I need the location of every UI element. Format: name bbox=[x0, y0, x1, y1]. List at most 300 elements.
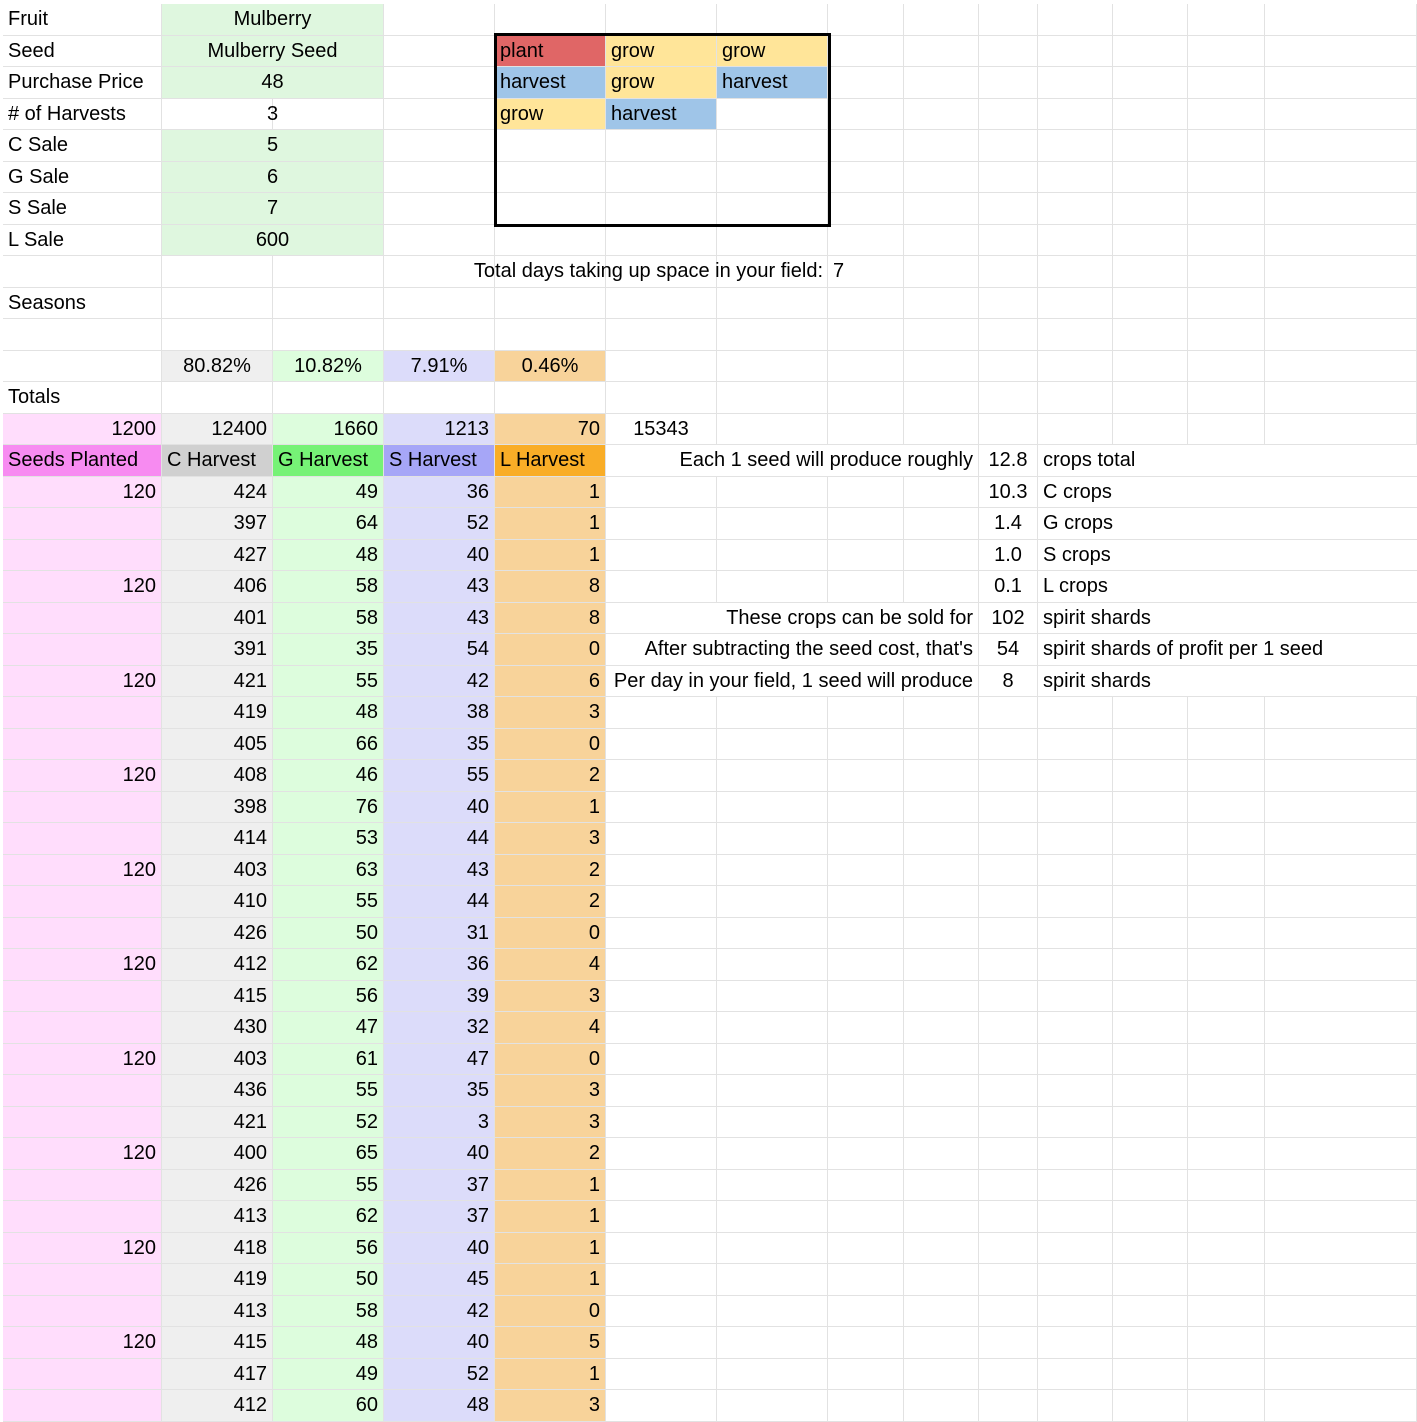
empty-cell[interactable] bbox=[1265, 855, 1417, 886]
empty-cell[interactable] bbox=[1188, 1359, 1265, 1390]
table-cell[interactable]: 0 bbox=[495, 1296, 606, 1327]
empty-cell[interactable] bbox=[1265, 823, 1417, 855]
schedule-empty[interactable] bbox=[495, 162, 606, 193]
schedule-plant[interactable]: plant bbox=[495, 36, 606, 67]
empty-cell[interactable] bbox=[1265, 256, 1417, 288]
empty-cell[interactable] bbox=[828, 949, 904, 981]
empty-cell[interactable] bbox=[828, 1044, 904, 1075]
empty-cell[interactable] bbox=[717, 886, 828, 918]
empty-cell[interactable] bbox=[979, 193, 1038, 225]
table-cell[interactable]: 3 bbox=[495, 697, 606, 729]
empty-cell[interactable] bbox=[979, 1012, 1038, 1044]
empty-cell[interactable] bbox=[606, 1075, 717, 1107]
empty-cell[interactable] bbox=[717, 351, 828, 382]
table-cell[interactable]: 2 bbox=[495, 886, 606, 918]
schedule-empty[interactable] bbox=[495, 193, 606, 225]
empty-cell[interactable] bbox=[1265, 67, 1417, 99]
table-cell[interactable]: 48 bbox=[384, 1390, 495, 1422]
info-value[interactable]: 5 bbox=[162, 130, 384, 162]
empty-cell[interactable] bbox=[904, 1390, 979, 1422]
table-cell[interactable]: 2 bbox=[495, 760, 606, 792]
empty-cell[interactable] bbox=[606, 477, 717, 508]
empty-cell[interactable] bbox=[904, 382, 979, 414]
empty-cell[interactable] bbox=[717, 225, 828, 256]
empty-cell[interactable] bbox=[979, 1327, 1038, 1359]
empty-cell[interactable] bbox=[606, 288, 717, 319]
empty-cell[interactable] bbox=[828, 1075, 904, 1107]
summary-value[interactable]: 1.4 bbox=[979, 508, 1038, 540]
empty-cell[interactable] bbox=[979, 382, 1038, 414]
season-percent[interactable]: 10.82% bbox=[273, 351, 384, 382]
summary-label[interactable]: These crops can be sold for bbox=[606, 603, 979, 634]
table-cell[interactable]: 66 bbox=[273, 729, 384, 760]
table-cell[interactable]: 436 bbox=[162, 1075, 273, 1107]
table-cell[interactable]: 48 bbox=[273, 540, 384, 571]
empty-cell[interactable] bbox=[828, 382, 904, 414]
table-cell[interactable]: 120 bbox=[3, 1233, 162, 1264]
empty-cell[interactable] bbox=[1188, 36, 1265, 67]
table-cell[interactable]: 412 bbox=[162, 949, 273, 981]
table-cell[interactable]: 1 bbox=[495, 540, 606, 571]
empty-cell[interactable] bbox=[273, 319, 384, 351]
table-cell[interactable]: 48 bbox=[273, 697, 384, 729]
table-cell[interactable]: 3 bbox=[495, 823, 606, 855]
empty-cell[interactable] bbox=[717, 1012, 828, 1044]
total-days-value[interactable]: 7 bbox=[828, 256, 904, 288]
empty-cell[interactable] bbox=[1113, 1296, 1188, 1327]
empty-cell[interactable] bbox=[828, 1012, 904, 1044]
empty-cell[interactable] bbox=[384, 4, 495, 36]
empty-cell[interactable] bbox=[828, 162, 904, 193]
table-cell[interactable]: 414 bbox=[162, 823, 273, 855]
empty-cell[interactable] bbox=[904, 67, 979, 99]
empty-cell[interactable] bbox=[828, 1296, 904, 1327]
empty-cell[interactable] bbox=[979, 4, 1038, 36]
empty-cell[interactable] bbox=[1265, 1012, 1417, 1044]
empty-cell[interactable] bbox=[717, 918, 828, 949]
empty-cell[interactable] bbox=[1188, 760, 1265, 792]
empty-cell[interactable] bbox=[1265, 1264, 1417, 1296]
table-cell[interactable]: 46 bbox=[273, 760, 384, 792]
summary-value[interactable]: 1.0 bbox=[979, 540, 1038, 571]
empty-cell[interactable] bbox=[1265, 319, 1417, 351]
empty-cell[interactable] bbox=[904, 823, 979, 855]
empty-cell[interactable] bbox=[1265, 697, 1417, 729]
empty-cell[interactable] bbox=[1113, 256, 1188, 288]
empty-cell[interactable] bbox=[606, 729, 717, 760]
empty-cell[interactable] bbox=[1265, 729, 1417, 760]
table-cell[interactable] bbox=[3, 1170, 162, 1201]
empty-cell[interactable] bbox=[717, 1327, 828, 1359]
empty-cell[interactable] bbox=[904, 477, 979, 508]
empty-cell[interactable] bbox=[828, 319, 904, 351]
empty-cell[interactable] bbox=[904, 981, 979, 1012]
empty-cell[interactable] bbox=[1188, 1327, 1265, 1359]
empty-cell[interactable] bbox=[1188, 1170, 1265, 1201]
empty-cell[interactable] bbox=[828, 1233, 904, 1264]
table-cell[interactable]: 45 bbox=[384, 1264, 495, 1296]
empty-cell[interactable] bbox=[273, 382, 384, 414]
empty-cell[interactable] bbox=[979, 760, 1038, 792]
empty-cell[interactable] bbox=[1265, 36, 1417, 67]
empty-cell[interactable] bbox=[1188, 1138, 1265, 1170]
empty-cell[interactable] bbox=[828, 1359, 904, 1390]
table-cell[interactable] bbox=[3, 697, 162, 729]
table-cell[interactable]: 1 bbox=[495, 1201, 606, 1233]
empty-cell[interactable] bbox=[717, 760, 828, 792]
empty-cell[interactable] bbox=[1038, 918, 1113, 949]
table-cell[interactable]: 405 bbox=[162, 729, 273, 760]
empty-cell[interactable] bbox=[1188, 256, 1265, 288]
table-cell[interactable] bbox=[3, 823, 162, 855]
empty-cell[interactable] bbox=[904, 949, 979, 981]
empty-cell[interactable] bbox=[979, 1170, 1038, 1201]
empty-cell[interactable] bbox=[1038, 729, 1113, 760]
table-cell[interactable]: 430 bbox=[162, 1012, 273, 1044]
empty-cell[interactable] bbox=[1113, 1075, 1188, 1107]
empty-cell[interactable] bbox=[1113, 981, 1188, 1012]
table-cell[interactable]: 0 bbox=[495, 1044, 606, 1075]
table-cell[interactable]: 403 bbox=[162, 855, 273, 886]
table-cell[interactable]: 76 bbox=[273, 792, 384, 823]
empty-cell[interactable] bbox=[606, 949, 717, 981]
empty-cell[interactable] bbox=[904, 1044, 979, 1075]
empty-cell[interactable] bbox=[904, 1201, 979, 1233]
table-cell[interactable] bbox=[3, 1264, 162, 1296]
empty-cell[interactable] bbox=[979, 886, 1038, 918]
empty-cell[interactable] bbox=[1038, 949, 1113, 981]
table-cell[interactable]: 43 bbox=[384, 603, 495, 634]
empty-cell[interactable] bbox=[828, 981, 904, 1012]
empty-cell[interactable] bbox=[828, 1201, 904, 1233]
table-cell[interactable] bbox=[3, 1390, 162, 1422]
empty-cell[interactable] bbox=[384, 67, 495, 99]
column-total[interactable]: 1200 bbox=[3, 414, 162, 445]
empty-cell[interactable] bbox=[1038, 99, 1113, 130]
empty-cell[interactable] bbox=[1038, 1359, 1113, 1390]
table-cell[interactable]: 31 bbox=[384, 918, 495, 949]
empty-cell[interactable] bbox=[1188, 1107, 1265, 1138]
table-cell[interactable]: 4 bbox=[495, 1012, 606, 1044]
empty-cell[interactable] bbox=[1265, 949, 1417, 981]
table-cell[interactable]: 37 bbox=[384, 1170, 495, 1201]
empty-cell[interactable] bbox=[1188, 99, 1265, 130]
empty-cell[interactable] bbox=[1265, 4, 1417, 36]
empty-cell[interactable] bbox=[979, 729, 1038, 760]
empty-cell[interactable] bbox=[1188, 1012, 1265, 1044]
table-cell[interactable]: 54 bbox=[384, 634, 495, 666]
empty-cell[interactable] bbox=[979, 792, 1038, 823]
empty-cell[interactable] bbox=[1038, 1201, 1113, 1233]
empty-cell[interactable] bbox=[904, 256, 979, 288]
table-cell[interactable]: 398 bbox=[162, 792, 273, 823]
table-cell[interactable]: 32 bbox=[384, 1012, 495, 1044]
empty-cell[interactable] bbox=[717, 949, 828, 981]
table-cell[interactable]: 412 bbox=[162, 1390, 273, 1422]
table-cell[interactable]: 406 bbox=[162, 571, 273, 603]
table-cell[interactable] bbox=[3, 1296, 162, 1327]
empty-cell[interactable] bbox=[1188, 697, 1265, 729]
empty-cell[interactable] bbox=[606, 508, 717, 540]
empty-cell[interactable] bbox=[904, 1359, 979, 1390]
empty-cell[interactable] bbox=[828, 729, 904, 760]
table-cell[interactable] bbox=[3, 540, 162, 571]
empty-cell[interactable] bbox=[904, 571, 979, 603]
empty-cell[interactable] bbox=[1265, 981, 1417, 1012]
empty-cell[interactable] bbox=[979, 1075, 1038, 1107]
table-cell[interactable]: 6 bbox=[495, 666, 606, 697]
empty-cell[interactable] bbox=[1038, 760, 1113, 792]
table-cell[interactable]: 427 bbox=[162, 540, 273, 571]
table-cell[interactable]: 37 bbox=[384, 1201, 495, 1233]
empty-cell[interactable] bbox=[717, 697, 828, 729]
empty-cell[interactable] bbox=[1188, 981, 1265, 1012]
empty-cell[interactable] bbox=[717, 382, 828, 414]
empty-cell[interactable] bbox=[717, 4, 828, 36]
empty-cell[interactable] bbox=[1038, 162, 1113, 193]
table-cell[interactable]: 50 bbox=[273, 1264, 384, 1296]
summary-unit[interactable]: C crops bbox=[1038, 477, 1417, 508]
empty-cell[interactable] bbox=[384, 162, 495, 193]
schedule-grow[interactable]: grow bbox=[717, 36, 828, 67]
summary-unit[interactable]: L crops bbox=[1038, 571, 1417, 603]
info-label[interactable]: Purchase Price bbox=[3, 67, 162, 99]
empty-cell[interactable] bbox=[717, 1075, 828, 1107]
empty-cell[interactable] bbox=[1038, 193, 1113, 225]
empty-cell[interactable] bbox=[1188, 225, 1265, 256]
table-cell[interactable]: 401 bbox=[162, 603, 273, 634]
empty-cell[interactable] bbox=[1188, 1044, 1265, 1075]
season-percent[interactable]: 0.46% bbox=[495, 351, 606, 382]
empty-cell[interactable] bbox=[717, 1390, 828, 1422]
seasons-label[interactable]: Seasons bbox=[3, 288, 162, 319]
table-cell[interactable] bbox=[3, 1107, 162, 1138]
table-cell[interactable]: 120 bbox=[3, 949, 162, 981]
s-harvest-header[interactable]: S Harvest bbox=[384, 445, 495, 477]
empty-cell[interactable] bbox=[495, 4, 606, 36]
empty-cell[interactable] bbox=[979, 1264, 1038, 1296]
empty-cell[interactable] bbox=[1188, 351, 1265, 382]
empty-cell[interactable] bbox=[1265, 288, 1417, 319]
schedule-harvest[interactable]: harvest bbox=[495, 67, 606, 99]
empty-cell[interactable] bbox=[717, 288, 828, 319]
empty-cell[interactable] bbox=[1038, 981, 1113, 1012]
empty-cell[interactable] bbox=[979, 697, 1038, 729]
empty-cell[interactable] bbox=[606, 351, 717, 382]
table-cell[interactable]: 53 bbox=[273, 823, 384, 855]
info-label[interactable]: S Sale bbox=[3, 193, 162, 225]
table-cell[interactable]: 50 bbox=[273, 918, 384, 949]
empty-cell[interactable] bbox=[1188, 886, 1265, 918]
empty-cell[interactable] bbox=[606, 823, 717, 855]
empty-cell[interactable] bbox=[1038, 1012, 1113, 1044]
empty-cell[interactable] bbox=[828, 760, 904, 792]
table-cell[interactable]: 47 bbox=[273, 1012, 384, 1044]
empty-cell[interactable] bbox=[828, 288, 904, 319]
info-value[interactable]: 3 bbox=[162, 99, 384, 130]
empty-cell[interactable] bbox=[1113, 855, 1188, 886]
table-cell[interactable]: 426 bbox=[162, 1170, 273, 1201]
empty-cell[interactable] bbox=[606, 981, 717, 1012]
empty-cell[interactable] bbox=[606, 540, 717, 571]
empty-cell[interactable] bbox=[606, 1359, 717, 1390]
table-cell[interactable]: 1 bbox=[495, 1233, 606, 1264]
table-cell[interactable]: 410 bbox=[162, 886, 273, 918]
empty-cell[interactable] bbox=[606, 225, 717, 256]
table-cell[interactable]: 3 bbox=[495, 981, 606, 1012]
table-cell[interactable]: 42 bbox=[384, 1296, 495, 1327]
table-cell[interactable]: 418 bbox=[162, 1233, 273, 1264]
empty-cell[interactable] bbox=[1188, 193, 1265, 225]
empty-cell[interactable] bbox=[1265, 1138, 1417, 1170]
table-cell[interactable]: 120 bbox=[3, 1327, 162, 1359]
table-cell[interactable] bbox=[3, 603, 162, 634]
empty-cell[interactable] bbox=[979, 319, 1038, 351]
empty-cell[interactable] bbox=[904, 1264, 979, 1296]
empty-cell[interactable] bbox=[1038, 855, 1113, 886]
empty-cell[interactable] bbox=[384, 36, 495, 67]
empty-cell[interactable] bbox=[3, 256, 162, 288]
table-cell[interactable]: 424 bbox=[162, 477, 273, 508]
empty-cell[interactable] bbox=[1265, 162, 1417, 193]
table-cell[interactable]: 415 bbox=[162, 1327, 273, 1359]
empty-cell[interactable] bbox=[1038, 319, 1113, 351]
empty-cell[interactable] bbox=[495, 382, 606, 414]
empty-cell[interactable] bbox=[1113, 130, 1188, 162]
table-cell[interactable]: 0 bbox=[495, 918, 606, 949]
empty-cell[interactable] bbox=[828, 477, 904, 508]
table-cell[interactable]: 1 bbox=[495, 1170, 606, 1201]
empty-cell[interactable] bbox=[1038, 1296, 1113, 1327]
empty-cell[interactable] bbox=[495, 225, 606, 256]
total-days-label[interactable]: Total days taking up space in your field: bbox=[162, 256, 828, 288]
empty-cell[interactable] bbox=[979, 36, 1038, 67]
table-cell[interactable]: 35 bbox=[384, 729, 495, 760]
summary-unit[interactable]: spirit shards bbox=[1038, 603, 1417, 634]
table-cell[interactable]: 413 bbox=[162, 1201, 273, 1233]
summary-unit[interactable]: spirit shards bbox=[1038, 666, 1417, 697]
empty-cell[interactable] bbox=[1113, 1012, 1188, 1044]
empty-cell[interactable] bbox=[1113, 729, 1188, 760]
column-total[interactable]: 12400 bbox=[162, 414, 273, 445]
empty-cell[interactable] bbox=[904, 1170, 979, 1201]
empty-cell[interactable] bbox=[1113, 4, 1188, 36]
empty-cell[interactable] bbox=[904, 792, 979, 823]
empty-cell[interactable] bbox=[904, 760, 979, 792]
empty-cell[interactable] bbox=[1038, 67, 1113, 99]
empty-cell[interactable] bbox=[1038, 1138, 1113, 1170]
summary-value[interactable]: 12.8 bbox=[979, 445, 1038, 477]
schedule-harvest[interactable]: harvest bbox=[717, 67, 828, 99]
empty-cell[interactable] bbox=[717, 477, 828, 508]
empty-cell[interactable] bbox=[1113, 288, 1188, 319]
empty-cell[interactable] bbox=[828, 67, 904, 99]
summary-value[interactable]: 102 bbox=[979, 603, 1038, 634]
empty-cell[interactable] bbox=[1188, 729, 1265, 760]
empty-cell[interactable] bbox=[979, 130, 1038, 162]
summary-value[interactable]: 54 bbox=[979, 634, 1038, 666]
table-cell[interactable]: 120 bbox=[3, 666, 162, 697]
empty-cell[interactable] bbox=[979, 414, 1038, 445]
empty-cell[interactable] bbox=[828, 508, 904, 540]
empty-cell[interactable] bbox=[1038, 288, 1113, 319]
table-cell[interactable]: 38 bbox=[384, 697, 495, 729]
empty-cell[interactable] bbox=[904, 162, 979, 193]
empty-cell[interactable] bbox=[828, 792, 904, 823]
empty-cell[interactable] bbox=[1188, 949, 1265, 981]
table-cell[interactable]: 43 bbox=[384, 855, 495, 886]
empty-cell[interactable] bbox=[384, 288, 495, 319]
c-harvest-header[interactable]: C Harvest bbox=[162, 445, 273, 477]
empty-cell[interactable] bbox=[904, 99, 979, 130]
empty-cell[interactable] bbox=[979, 1390, 1038, 1422]
empty-cell[interactable] bbox=[1038, 36, 1113, 67]
empty-cell[interactable] bbox=[717, 1201, 828, 1233]
empty-cell[interactable] bbox=[606, 1044, 717, 1075]
empty-cell[interactable] bbox=[273, 288, 384, 319]
empty-cell[interactable] bbox=[1188, 1264, 1265, 1296]
table-cell[interactable]: 56 bbox=[273, 981, 384, 1012]
empty-cell[interactable] bbox=[606, 1170, 717, 1201]
info-label[interactable]: # of Harvests bbox=[3, 99, 162, 130]
table-cell[interactable]: 35 bbox=[273, 634, 384, 666]
empty-cell[interactable] bbox=[606, 1327, 717, 1359]
empty-cell[interactable] bbox=[979, 99, 1038, 130]
empty-cell[interactable] bbox=[717, 981, 828, 1012]
empty-cell[interactable] bbox=[904, 319, 979, 351]
table-cell[interactable]: 120 bbox=[3, 477, 162, 508]
empty-cell[interactable] bbox=[1113, 1107, 1188, 1138]
empty-cell[interactable] bbox=[606, 855, 717, 886]
empty-cell[interactable] bbox=[904, 1075, 979, 1107]
info-label[interactable]: G Sale bbox=[3, 162, 162, 193]
table-cell[interactable]: 61 bbox=[273, 1044, 384, 1075]
empty-cell[interactable] bbox=[1113, 1264, 1188, 1296]
table-cell[interactable]: 42 bbox=[384, 666, 495, 697]
table-cell[interactable]: 5 bbox=[495, 1327, 606, 1359]
empty-cell[interactable] bbox=[162, 319, 273, 351]
empty-cell[interactable] bbox=[606, 1264, 717, 1296]
table-cell[interactable]: 8 bbox=[495, 571, 606, 603]
empty-cell[interactable] bbox=[717, 540, 828, 571]
empty-cell[interactable] bbox=[1113, 319, 1188, 351]
empty-cell[interactable] bbox=[1113, 823, 1188, 855]
empty-cell[interactable] bbox=[904, 1233, 979, 1264]
empty-cell[interactable] bbox=[979, 1233, 1038, 1264]
schedule-empty[interactable] bbox=[606, 162, 717, 193]
empty-cell[interactable] bbox=[904, 193, 979, 225]
table-cell[interactable]: 391 bbox=[162, 634, 273, 666]
table-cell[interactable]: 47 bbox=[384, 1044, 495, 1075]
schedule-empty[interactable] bbox=[717, 130, 828, 162]
table-cell[interactable]: 4 bbox=[495, 949, 606, 981]
table-cell[interactable]: 120 bbox=[3, 571, 162, 603]
empty-cell[interactable] bbox=[979, 855, 1038, 886]
empty-cell[interactable] bbox=[495, 319, 606, 351]
empty-cell[interactable] bbox=[606, 1012, 717, 1044]
empty-cell[interactable] bbox=[1038, 1044, 1113, 1075]
empty-cell[interactable] bbox=[1113, 414, 1188, 445]
empty-cell[interactable] bbox=[1113, 1201, 1188, 1233]
empty-cell[interactable] bbox=[1265, 760, 1417, 792]
seeds-planted-header[interactable]: Seeds Planted bbox=[3, 445, 162, 477]
empty-cell[interactable] bbox=[384, 319, 495, 351]
empty-cell[interactable] bbox=[1038, 4, 1113, 36]
table-cell[interactable]: 400 bbox=[162, 1138, 273, 1170]
empty-cell[interactable] bbox=[828, 1264, 904, 1296]
empty-cell[interactable] bbox=[717, 319, 828, 351]
empty-cell[interactable] bbox=[1265, 130, 1417, 162]
